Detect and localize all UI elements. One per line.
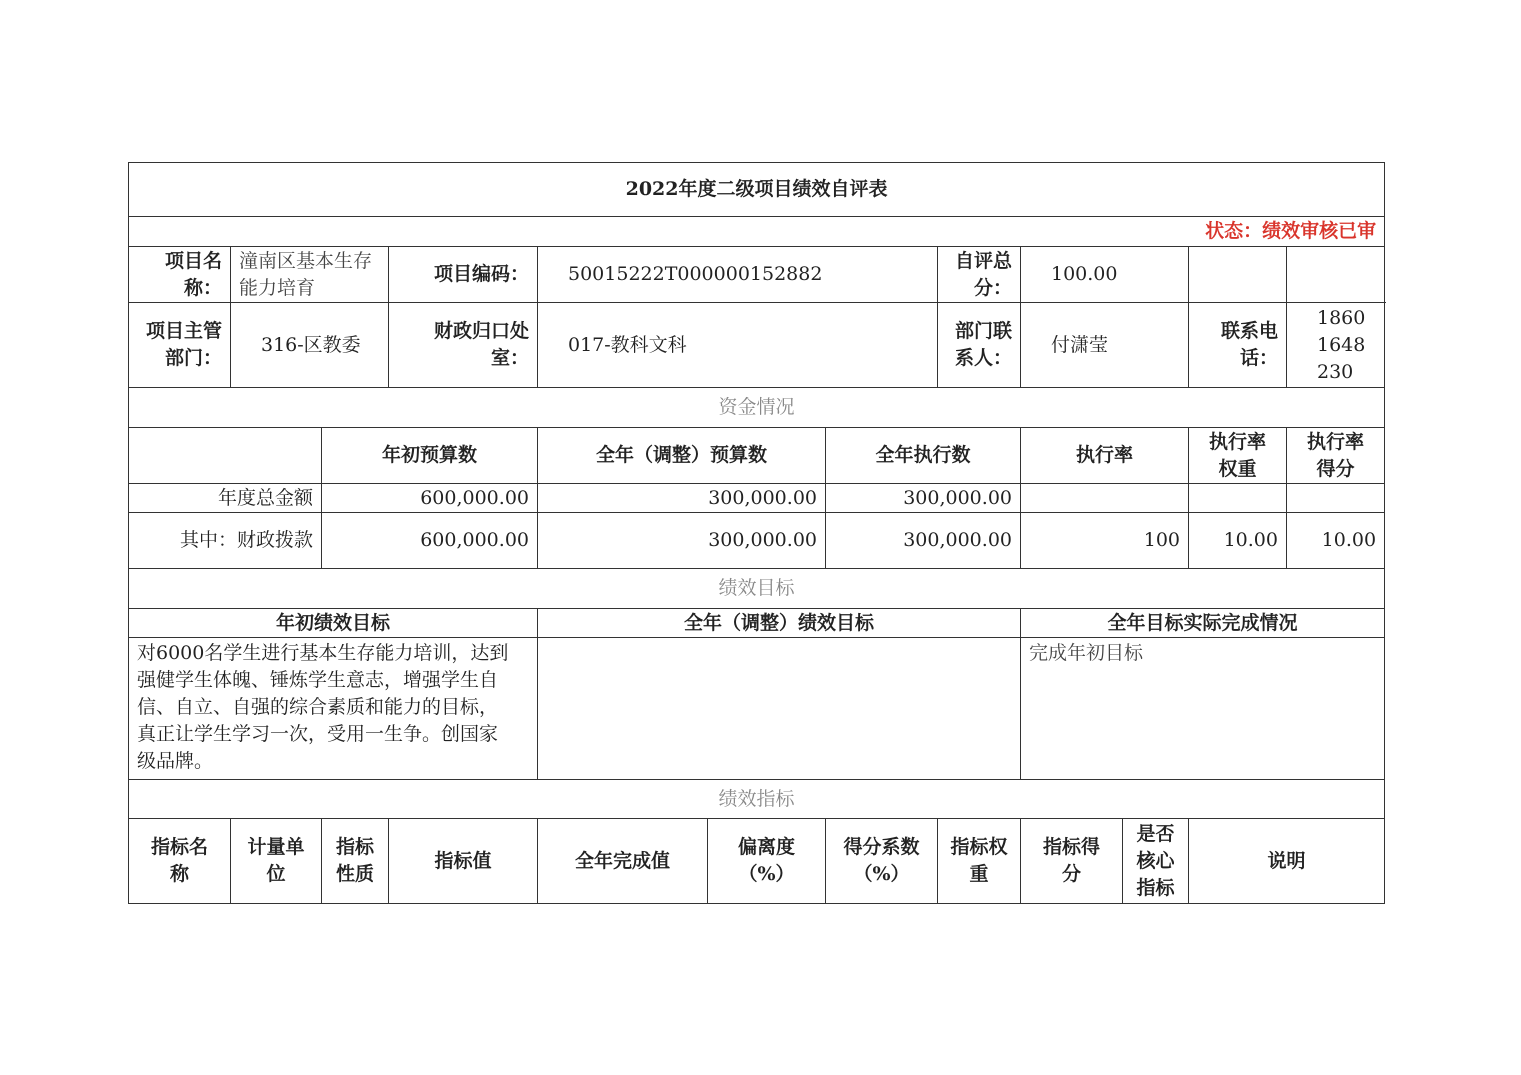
- page-title: 2022年度二级项目绩效自评表: [129, 163, 1385, 217]
- funds-header-executed: 全年执行数: [826, 428, 1021, 484]
- funds-header-rate: 执行率: [1021, 428, 1189, 484]
- funds-header-weight: 执行率权重: [1189, 428, 1287, 484]
- funds-score: 10.00: [1287, 513, 1385, 569]
- indicator-header-core: 是否核心指标: [1123, 819, 1189, 904]
- funds-adjusted: 300,000.00: [538, 484, 826, 513]
- funds-weight: 10.00: [1189, 513, 1287, 569]
- project-code-value: 50015222T000000152882: [538, 247, 938, 303]
- funds-initial: 600,000.00: [322, 513, 538, 569]
- table-row: [129, 513, 1385, 569]
- indicator-header-weight: 指标权重: [938, 819, 1021, 904]
- funds-executed: 300,000.00: [826, 513, 1021, 569]
- indicator-header-nature: 指标性质: [322, 819, 389, 904]
- funds-executed: 300,000.00: [826, 484, 1021, 513]
- funds-rate: 100: [1021, 513, 1189, 569]
- empty-cell: [1189, 247, 1287, 303]
- indicators-section-title: 绩效指标: [129, 780, 1385, 819]
- actual-completion-text: 完成年初目标: [1021, 638, 1385, 780]
- adjusted-goal-text: [538, 638, 1021, 780]
- funds-row-label: 其中：财政拨款: [129, 513, 322, 569]
- dept-label: 项目主管部门：: [129, 303, 231, 388]
- indicator-header-deviation: 偏离度（%）: [708, 819, 826, 904]
- indicator-header-coefficient: 得分系数（%）: [826, 819, 938, 904]
- funds-header-initial: 年初预算数: [322, 428, 538, 484]
- funds-row-label: 年度总金额: [129, 484, 322, 513]
- indicator-header-unit: 计量单位: [231, 819, 322, 904]
- dept-value: 316-区教委: [231, 303, 389, 388]
- funds-weight: [1189, 484, 1287, 513]
- status-badge: 状态：绩效审核已审: [129, 217, 1385, 247]
- goals-header-actual: 全年目标实际完成情况: [1021, 609, 1385, 638]
- contact-value: 付潇莹: [1021, 303, 1189, 388]
- finance-office-label: 财政归口处室：: [389, 303, 538, 388]
- contact-label: 部门联系人：: [938, 303, 1021, 388]
- indicator-header-score: 指标得分: [1021, 819, 1123, 904]
- goals-header-adjusted: 全年（调整）绩效目标: [538, 609, 1021, 638]
- indicator-header-value: 指标值: [389, 819, 538, 904]
- project-name-value: 潼南区基本生存能力培育: [231, 247, 389, 303]
- goals-header-initial: 年初绩效目标: [129, 609, 538, 638]
- funds-score: [1287, 484, 1385, 513]
- project-code-label: 项目编码：: [389, 247, 538, 303]
- phone-value: 18601648230: [1287, 303, 1385, 388]
- empty-cell: [1287, 247, 1385, 303]
- indicator-header-name: 指标名称: [129, 819, 231, 904]
- table-row: [129, 484, 1385, 513]
- funds-initial: 600,000.00: [322, 484, 538, 513]
- goals-section-title: 绩效目标: [129, 569, 1385, 609]
- funds-header-adjusted: 全年（调整）预算数: [538, 428, 826, 484]
- funds-adjusted: 300,000.00: [538, 513, 826, 569]
- initial-goal-text: 对6000名学生进行基本生存能力培训，达到强健学生体魄、锤炼学生意志，增强学生自信、自立、自强的综合素质和能力的目标，真正让学生学习一次，受用一生争。创国家级品牌。: [129, 638, 538, 780]
- empty-cell: [129, 428, 322, 484]
- project-name-label: 项目名称：: [129, 247, 231, 303]
- funds-header-score: 执行率得分: [1287, 428, 1385, 484]
- performance-evaluation-table: [128, 162, 1385, 904]
- funds-section-title: 资金情况: [129, 388, 1385, 428]
- phone-label: 联系电话：: [1189, 303, 1287, 388]
- funds-rate: [1021, 484, 1189, 513]
- score-value: 100.00: [1021, 247, 1189, 303]
- finance-office-value: 017-教科文科: [538, 303, 938, 388]
- indicator-header-completed: 全年完成值: [538, 819, 708, 904]
- indicator-header-note: 说明: [1189, 819, 1385, 904]
- score-label: 自评总分：: [938, 247, 1021, 303]
